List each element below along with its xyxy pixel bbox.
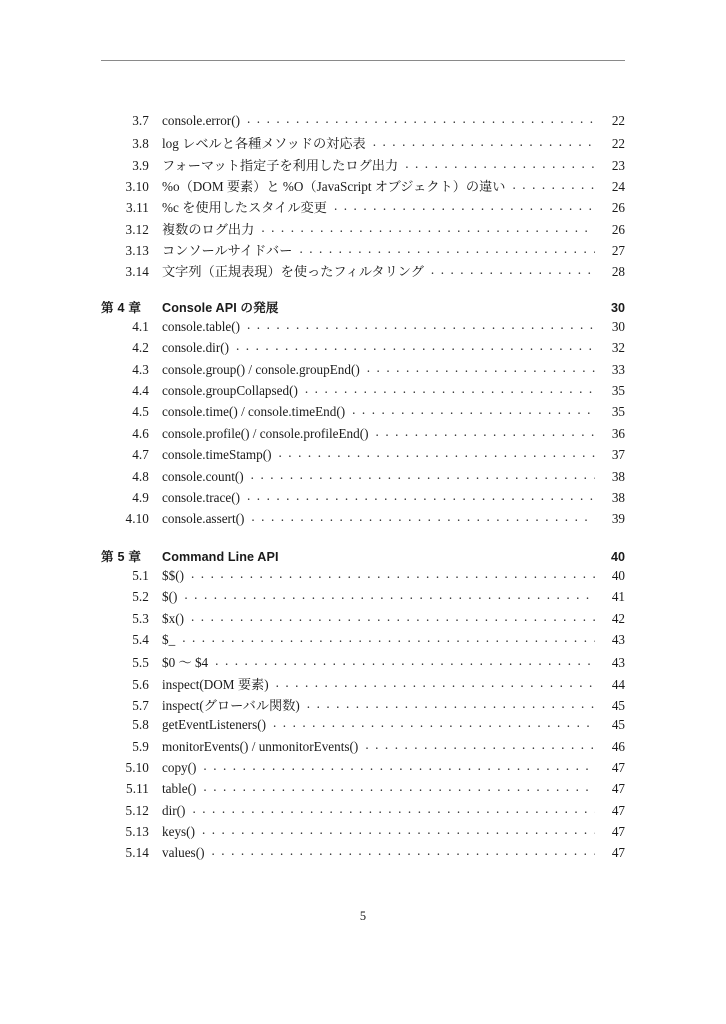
dot-leader [192,802,595,815]
section-number: 3.7 [132,113,149,128]
section-title: keys() [162,824,195,839]
section-number: 4.8 [132,468,149,484]
section-title: 文字列（正規表現）を使ったフィルタリング [162,264,424,280]
toc-section-row[interactable] [101,610,625,631]
dot-leader [431,263,595,276]
dot-leader [251,510,595,523]
toc-section-row[interactable] [101,844,625,865]
section-page-number: 32 [611,340,625,356]
section-number: 3.12 [125,221,149,237]
section-number: 3.10 [125,179,149,195]
section-number: 4.1 [132,319,149,335]
toc-section-row[interactable] [101,261,625,282]
toc-section-row[interactable] [101,510,625,531]
toc-section-row[interactable] [101,716,625,737]
toc-section-row[interactable] [101,176,625,197]
toc-section-row[interactable] [101,631,625,652]
section-number: 5.14 [125,845,149,861]
section-number: 4.9 [132,489,149,505]
section-number: 5.2 [132,589,149,605]
section-number: 5.8 [132,717,149,733]
section-page-number: 23 [611,157,625,173]
section-page-number: 30 [611,319,625,335]
section-page-number: 41 [611,589,625,605]
section-number: 4.7 [132,447,149,463]
dot-leader [367,361,595,374]
chapter-number: 第 5 章 [101,549,142,564]
dot-leader [334,199,595,212]
section-title: 複数のログ出力 [162,221,255,237]
toc-section-row[interactable] [101,780,625,801]
section-title: copy() [162,759,197,775]
section-title: フォーマット指定子を利用したログ出力 [162,157,399,173]
section-title: log レベルと各種メソッドの対応表 [162,136,366,152]
dot-leader [182,631,595,644]
toc-section-row[interactable] [101,240,625,261]
dot-leader [261,221,595,234]
section-number: 4.10 [125,511,149,527]
dot-leader [279,446,595,459]
dot-leader [184,588,595,601]
section-page-number: 24 [611,179,625,195]
section-number: 4.6 [132,425,149,441]
section-number: 4.3 [132,361,149,377]
toc-section-row[interactable] [101,339,625,360]
section-title: $_ [162,631,176,647]
section-page-number: 22 [611,113,625,128]
toc-section-row[interactable] [101,652,625,673]
dot-leader [247,318,595,331]
toc-section-row[interactable] [101,567,625,588]
toc-section-row[interactable] [101,403,625,424]
dot-leader [215,654,595,667]
toc-section-row[interactable] [101,468,625,489]
section-number: 3.13 [125,243,149,259]
toc-section-row[interactable] [101,219,625,240]
section-title: コンソールサイドバー [162,243,293,259]
section-title: console.table() [162,319,240,335]
toc-section-row[interactable] [101,382,625,403]
section-page-number: 44 [611,676,625,692]
section-title: $0 〜 $4 [162,655,209,671]
section-title: $x() [162,610,184,626]
section-number: 5.13 [125,824,149,839]
toc-section-row[interactable] [101,674,625,695]
header-rule [101,60,625,61]
section-title: values() [162,845,205,861]
toc-section-row[interactable] [101,425,625,446]
section-number: 4.5 [132,404,149,420]
section-page-number: 22 [611,136,625,152]
section-page-number: 47 [611,781,625,797]
section-number: 3.8 [132,136,149,152]
section-page-number: 38 [611,468,625,484]
chapter-number: 第 4 章 [101,300,142,315]
chapter-title: Console API の発展 [162,300,279,315]
chapter-title: Command Line API [162,549,279,564]
dot-leader [247,112,595,125]
section-page-number: 46 [611,738,625,754]
section-title: console.trace() [162,489,240,505]
section-title: %c を使用したスタイル変更 [162,200,327,216]
section-page-number: 35 [611,383,625,399]
dot-leader [251,468,595,481]
page-folio: 5 [359,909,367,923]
section-number: 3.14 [125,264,149,280]
section-number: 3.9 [132,157,149,173]
dot-leader [405,157,595,170]
section-number: 5.9 [132,738,149,754]
dot-leader [203,780,595,793]
section-page-number: 36 [611,425,625,441]
section-title: monitorEvents() / unmonitorEvents() [162,738,359,754]
section-number: 4.2 [132,340,149,356]
section-number: 5.4 [132,631,149,647]
section-title: inspect(グローバル関数) [162,697,300,713]
section-number: 5.3 [132,610,149,626]
dot-leader [299,242,595,255]
section-title: dir() [162,802,186,818]
toc-section-row[interactable] [101,133,625,154]
toc-section-row[interactable] [101,318,625,339]
section-number: 5.10 [125,759,149,775]
dot-leader [211,844,595,857]
section-title: console.time() / console.timeEnd() [162,404,346,420]
toc-chapter-row[interactable] [101,297,625,318]
section-number: 4.4 [132,383,149,399]
toc-section-row[interactable] [101,197,625,218]
toc-section-row[interactable] [101,695,625,716]
dot-leader [247,489,595,502]
dot-leader [305,382,595,395]
section-title: $() [162,589,178,605]
toc-section-row[interactable] [101,489,625,510]
toc-section-row[interactable] [101,361,625,382]
toc-chapter-row[interactable] [101,546,625,567]
toc-section-row[interactable] [101,759,625,780]
section-page-number: 47 [611,802,625,818]
section-number: 5.12 [125,802,149,818]
dot-leader [513,178,596,191]
section-title: console.group() / console.groupEnd() [162,361,360,377]
section-page-number: 45 [611,717,625,733]
section-page-number: 26 [611,221,625,237]
section-title: console.timeStamp() [162,447,272,463]
section-number: 5.5 [132,655,149,671]
section-number: 5.1 [132,567,149,583]
chapter-page-number: 40 [610,549,625,564]
dot-leader [202,823,595,836]
section-page-number: 26 [611,200,625,216]
dot-leader [273,716,595,729]
dot-leader [236,339,595,352]
dot-leader [365,738,595,751]
section-page-number: 45 [611,697,625,713]
section-page-number: 27 [611,243,625,259]
dot-leader [191,567,595,580]
dot-leader [276,676,595,689]
section-title: console.assert() [162,511,245,527]
section-page-number: 28 [611,264,625,280]
section-title: console.error() [162,113,240,128]
section-title: %o（DOM 要素）と %O（JavaScript オブジェクト）の違い [162,179,506,195]
section-title: console.count() [162,468,244,484]
dot-leader [191,610,595,623]
dot-leader [376,425,595,438]
section-title: console.dir() [162,340,230,356]
section-title: getEventListeners() [162,717,266,733]
chapter-page-number: 30 [610,300,625,315]
section-page-number: 47 [611,759,625,775]
toc-section-row[interactable] [101,155,625,176]
section-title: console.groupCollapsed() [162,383,298,399]
section-page-number: 43 [611,631,625,647]
section-page-number: 33 [611,361,625,377]
section-title: console.profile() / console.profileEnd() [162,425,369,441]
section-page-number: 37 [611,447,625,463]
toc-section-row[interactable] [101,823,625,844]
toc-section-row[interactable] [101,738,625,759]
section-page-number: 39 [611,511,625,527]
section-title: table() [162,781,197,797]
section-page-number: 38 [611,489,625,505]
dot-leader [307,697,595,710]
section-page-number: 40 [611,567,625,583]
section-number: 5.11 [126,781,149,797]
section-number: 5.7 [132,697,149,713]
toc-section-row[interactable] [101,588,625,609]
section-number: 3.11 [126,200,149,216]
section-page-number: 42 [611,610,625,626]
section-page-number: 47 [611,845,625,861]
section-title: inspect(DOM 要素) [162,676,269,692]
section-number: 5.6 [132,676,149,692]
toc-section-row[interactable] [101,802,625,823]
dot-leader [352,403,595,416]
section-page-number: 35 [611,404,625,420]
table-of-contents [101,112,625,866]
section-page-number: 47 [611,824,625,839]
toc-section-row[interactable] [101,446,625,467]
dot-leader [373,135,595,148]
toc-section-row[interactable] [101,112,625,133]
section-page-number: 43 [611,655,625,671]
dot-leader [203,759,595,772]
section-title: $$() [162,567,184,583]
